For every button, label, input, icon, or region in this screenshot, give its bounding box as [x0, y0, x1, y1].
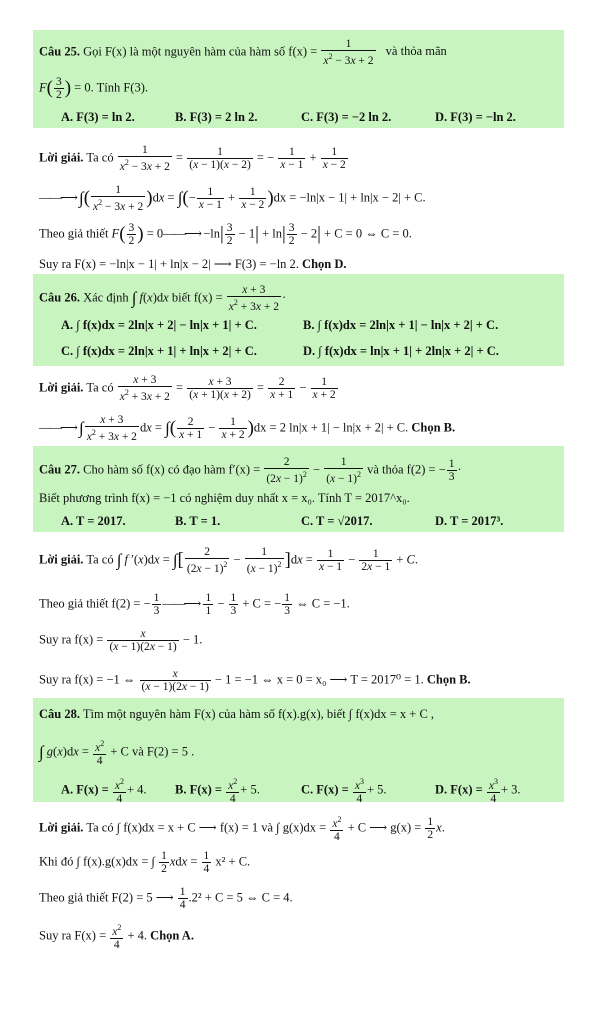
solution-26: Lời giải. Ta có $\frac{x + 3}{x^2 + 3x + 2}$ = $\frac{x + 3}{(x + 1)(x + 2)}$ = $\frac{2}{x + 1}$ − $\frac{1}{x + 2}$ ——⟶ ∫ $\frac{x + 3}{x^2 + 3x + 2}$ dx = ∫( $\frac{2}{x + 1}$ − $\frac{1}{x + 2}$ )dx = 2 ln|x + 1| − ln|x + 2| + C. Chọn B. [39, 374, 456, 443]
question-label: Câu 25. [39, 44, 80, 59]
option-c[interactable]: C. F(3) = −2 ln 2. [301, 110, 392, 124]
option-a[interactable]: A. ∫ f(x)dx = 2ln|x + 2| − ln|x + 1| + C. [61, 318, 257, 332]
solution-text: Khi đó ∫ f(x).g(x)dx = ∫ [39, 854, 155, 869]
solution-text: dx = 2 ln|x + 1| − ln|x + 2| + C. [253, 420, 409, 435]
fraction: $\frac{1}{x^2 - 3x + 2}$ [323, 38, 374, 67]
solution-27: Lời giải. Ta có ∫ f ′(x)dx = ∫[ $\frac{2}{(2x - 1)^2}$ − $\frac{1}{(x - 1)^2}$ ]dx = $\frac{1}{x - 1}$ − $\frac{1}{2x - 1}$ + C. Theo giả thiết f(2) = − $\frac{1}{3}$ ——⟶ $\frac{1}{1}$ − $\frac{1}{3}$ + C = − $\frac{1}{3}$ ⇔ C = −1. Suy ra f(x) = $\frac{x}{(x - 1)(2x - 1)}$ − 1. Suy ra f(x) = −1 ⇔ $\frac{x}{(x - 1)(2x - 1)}$ − 1 = −1 ⇔ x = 0 = x₀ ⟶ T = 2017⁰ = 1. Chọn B. [39, 546, 471, 693]
solution-28: Lời giải. Ta có ∫ f(x)dx = x + C ⟶ f(x) = 1 và ∫ g(x)dx = $\frac{x^2}{4}$ + C ⟶ g(x) = $\frac{1}{2}$ x. Khi đó ∫ f(x).g(x)dx = ∫ $\frac{1}{2}$ xdx = $\frac{1}{4}$ x² + C. Theo giả thiết F(2) = 5 ⟶ $\frac{1}{4}$ .2² + C = 5 ⇔ C = 4. Suy ra F(x) = $\frac{x^2}{4}$ + 4. Chọn A. [39, 815, 445, 951]
solution-text: + C = 0 ⇔ C = 0. [324, 226, 412, 241]
solution-text: + C = − [242, 596, 282, 611]
solution-text: Suy ra f(x) = [39, 632, 104, 647]
question-25: Câu 25. Gọi F(x) là một nguyên hàm của hàm số f(x) = $\frac{1}{x^2 - 3x + 2}$ và thỏa mãn F( $\frac{3}{2}$ ) = 0. Tính F(3). A. F(3) = ln 2. B. F(3) = 2 ln 2. C. F(3) = −2 ln 2. D. F(3) = −ln 2. [33, 30, 564, 128]
solution-text: − 1. [182, 632, 203, 647]
solution-text: Suy ra F(x) = −ln|x − 1| + ln|x − 2| ⟶ F(3) = −ln 2. [39, 257, 299, 271]
option-d[interactable]: D. T = 2017³. [435, 514, 504, 528]
answer-choice: Chọn A. [150, 928, 194, 943]
question-27: Câu 27. Cho hàm số f(x) có đạo hàm f′(x) = $\frac{2}{(2x - 1)^2}$ − $\frac{1}{(x - 1)^2}$ và thỏa f(2) = − $\frac{1}{3}$ · Biết phương trình f(x) = −1 có nghiệm duy nhất x = x₀. Tính T = 2017^x₀. A. T = 2017. B. T = 1. C. T = √2017. D. T = 2017³. [33, 446, 564, 532]
question-stem: Gọi F(x) là một nguyên hàm của hàm số f(x) = [83, 44, 318, 59]
question-stem: Cho hàm số f(x) có đạo hàm f′(x) = [83, 462, 261, 477]
solution-text: dx = −ln|x − 1| + ln|x − 2| + C. [273, 190, 426, 205]
question-stem-end: và thỏa mãn [385, 44, 447, 59]
question-26: Câu 26. Xác định ∫ f(x)dx biết f(x) = $\frac{x + 3}{x^2 + 3x + 2}$ · A. ∫ f(x)dx = 2ln|x + 2| − ln|x + 1| + C. B. ∫ f(x)dx = 2ln|x + 1| − ln|x + 2| + C. C. ∫ f(x)dx = 2ln|x + 1| + ln|x + 2| + C. D. ∫ f(x)dx = ln|x + 1| + 2ln|x + 2| + C. [33, 274, 564, 366]
solution-text: Ta có ∫ f(x)dx = x + C ⟶ f(x) = 1 và ∫ g(x)dx = [86, 820, 327, 835]
question-label: Câu 27. [39, 462, 80, 477]
option-c[interactable]: C. F(x) = $\frac{x^3}{4}$ + 5. [301, 777, 387, 805]
solution-text: Ta có [86, 150, 114, 165]
question-stem: Tìm một nguyên hàm F(x) của hàm số f(x).g(x), biết ∫ f(x)dx = x + C , [82, 707, 435, 721]
solution-text: Suy ra F(x) = [39, 928, 107, 943]
question-stem: và thỏa f(2) = − [367, 462, 446, 477]
option-a[interactable]: A. T = 2017. [61, 514, 126, 528]
solution-text: Suy ra f(x) = −1 ⇔ [39, 672, 136, 687]
solution-text: + 4. [127, 928, 148, 943]
question-stem: = 0. Tính F(3). [74, 80, 149, 95]
question-label: Câu 28. [39, 707, 80, 721]
solution-label: Lời giải. [39, 552, 84, 567]
answer-choice: Chọn B. [411, 420, 456, 435]
option-a[interactable]: A. F(3) = ln 2. [61, 110, 135, 124]
option-d[interactable]: D. ∫ f(x)dx = ln|x + 1| + 2ln|x + 2| + C. [303, 344, 499, 358]
option-b[interactable]: B. F(3) = 2 ln 2. [175, 110, 258, 124]
option-c[interactable]: C. T = √2017. [301, 514, 373, 528]
solution-text: Theo giả thiết F(2) = 5 ⟶ [39, 890, 174, 905]
solution-text: Theo giả thiết f(2) = − [39, 596, 151, 611]
question-stem: + C và F(2) = 5 . [110, 744, 195, 759]
option-b[interactable]: B. F(x) = $\frac{x^2}{4}$ + 5. [175, 777, 260, 805]
option-b[interactable]: B. ∫ f(x)dx = 2ln|x + 1| − ln|x + 2| + C. [303, 318, 499, 332]
solution-text: Ta có [86, 380, 114, 395]
solution-text: .2² + C = 5 ⇔ C = 4. [188, 890, 293, 905]
solution-text: Theo giả thiết [39, 226, 109, 241]
answer-choice: Chọn D. [302, 257, 347, 271]
option-a[interactable]: A. F(x) = $\frac{x^2}{4}$ + 4. [61, 777, 147, 805]
solution-label: Lời giải. [39, 820, 84, 835]
solution-25: Lời giải. Ta có $\frac{1}{x^2 - 3x + 2}$ = $\frac{1}{(x - 1)(x - 2)}$ = − $\frac{1}{x - 1}$ + $\frac{1}{x - 2}$ ——⟶ ∫( $\frac{1}{x^2 - 3x + 2}$ )dx = ∫(− $\frac{1}{x - 1}$ + $\frac{1}{x - 2}$ )dx = −ln|x − 1| + ln|x − 2| + C. Theo giả thiết F( $\frac{3}{2}$ ) = 0——⟶ −ln| $\frac{3}{2}$ − 1| + ln| $\frac{3}{2}$ − 2| + C = 0 ⇔ C = 0. Suy ra F(x) = −ln|x − 1| + ln|x − 2| ⟶ F(3) = −ln 2. Chọn D. [39, 144, 426, 271]
solution-label: Lời giải. [39, 150, 84, 165]
question-stem: Biết phương trình f(x) = −1 có nghiệm duy nhất x = x₀. Tính T = 2017^x₀. [39, 491, 410, 505]
question-stem: biết f(x) = [171, 290, 223, 305]
question-label: Câu 26. [39, 290, 80, 305]
question-stem: Xác định [83, 290, 129, 305]
answer-choice: Chọn B. [426, 672, 471, 687]
solution-label: Lời giải. [39, 380, 84, 395]
solution-text: Ta có [86, 552, 114, 567]
solution-text: − 1 = −1 ⇔ x = 0 = x₀ ⟶ T = 2017⁰ = 1. [214, 672, 424, 687]
option-d[interactable]: D. F(3) = −ln 2. [435, 110, 516, 124]
option-b[interactable]: B. T = 1. [175, 514, 221, 528]
solution-text: x² + C. [215, 854, 251, 869]
option-d[interactable]: D. F(x) = $\frac{x^3}{4}$ + 3. [435, 777, 521, 805]
solution-text: ⇔ C = −1. [296, 596, 350, 611]
question-28: Câu 28. Tìm một nguyên hàm F(x) của hàm số f(x).g(x), biết ∫ f(x)dx = x + C , ∫ g(x)dx = $\frac{x^2}{4}$ + C và F(2) = 5 . A. F(x) = $\frac{x^2}{4}$ + 4. B. F(x) = $\frac{x^2}{4}$ + 5. C. F(x) = $\frac{x^3}{4}$ + 5. D. F(x) = $\frac{x^3}{4}$ + 3. [33, 698, 564, 802]
option-c[interactable]: C. ∫ f(x)dx = 2ln|x + 1| + ln|x + 2| + C. [61, 344, 257, 358]
solution-text: + C ⟶ g(x) = [347, 820, 422, 835]
